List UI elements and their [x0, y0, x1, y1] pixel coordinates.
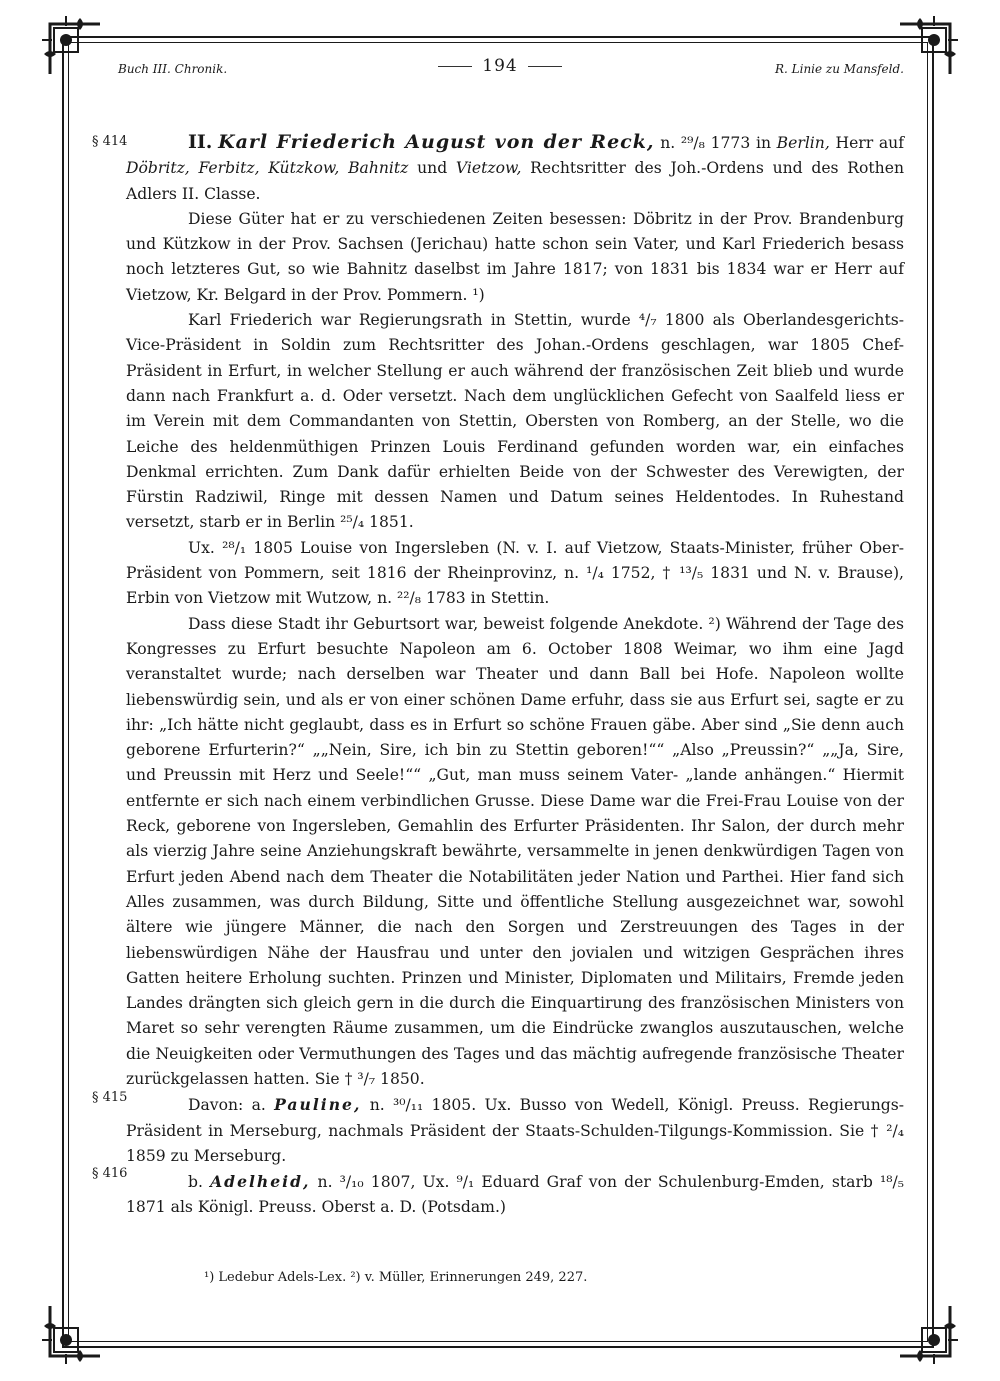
- paragraph-anekdote: Dass diese Stadt ihr Geburtsort war, beweist folgende Anekdote. ²) Während der Tage des Kongresses zu Erfurt besuchte Napoleon am 6. October 1808 Weimar, wo ihm eine Jagd veranstaltet wurde; nach derselben war Theater und dann Ball bei Hofe. Napoleon wollte liebenswürdig sein, und als er von einer schönen Dame erfuhr, dass sie aus Erfurt sei, sagte er zu ihr: „Ich hätte nicht geglaubt, dass es in Erfurt so schöne Frauen gäbe. Aber sind „Sie denn auch geborene Erfurterin?“ „„Nein, Sire, ich bin zu Stettin geboren!““ „Also „Preussin?“ „„Ja, Sire, und Preussin mit Herz und Seele!““ „Gut, man muss seinem Vater- „lande anhängen.“ Hiermit entfernte er sich nach einem verbindlichen Grusse. Diese Dame war die Frei-Frau Louise von der Reck, geborene von Ingersleben, Gemahlin des Erfurter Präsidenten. Ihr Salon, der durch mehr als vierzig Jahre seine Anziehungskraft bewährte, versammelte in jenen denkwürdigen Tagen von Erfurt jeden Abend nach dem Theater die Notabilitäten jeder Nation und Parthei. Hier fand sich Alles zusammen, was durch Bildung, Sitte und öffentliche Stellung ausgezeichnet war, sowohl ältere wie jüngere Männer, die nach den Sorgen und Zerstreuungen des Tages in der liebenswürdigen Nähe der Hausfrau und unter den jovialen und witzigen Gesprächen ihres Gatten heitere Erholung suchten. Prinzen und Minister, Diplomaten und Militairs, Fremde jeden Landes drängten sich gleich gern in die durch die Einquartirung des französischen Ministers von Maret so sehr verengten Räume zusammen, um die Eindrücke zwanglos auszutauschen, welche die Neuigkeiten oder Vermuthungen des Tages und das mächtig aufregende französische Theater zurückgelassen hatten. Sie † ³/₇ 1850.: [126, 614, 904, 1088]
- person-name: Adelheid,: [210, 1172, 311, 1192]
- paragraph-gueter: Diese Güter hat er zu verschiedenen Zeiten besessen: Döbritz in der Prov. Brandenburg und Kützkow in der Prov. Sachsen (Jerichau) hatte schon sein Vater, und Karl Friederich besass noch letzteres Gut, so wie Bahnitz daselbst im Jahre 1817; von 1831 bis 1834 war er Herr auf Vietzow, Kr. Belgard in der Prov. Pommern. ¹): [126, 209, 904, 304]
- corner-ornament-icon: [890, 1296, 960, 1366]
- running-head-left: Buch III. Chronik.: [118, 62, 228, 76]
- running-head-right: R. Linie zu Mansfeld.: [774, 62, 904, 76]
- entry-numeral: II.: [188, 131, 213, 153]
- main-text: [126, 130, 904, 1221]
- entry-416: b. Adelheid, n. ³/₁₀ 1807, Ux. ⁹/₁ Eduard Graf von der Schulenburg-Emden, starb ¹⁸/₅ 1871 als Königl. Preuss. Oberst a. D. (Potsdam.): [126, 1172, 904, 1217]
- entry-414: II. Karl Friederich August von der Reck, n. ²⁹/₈ 1773 in Berlin, Herr auf Döbritz, Ferbitz, Kützkow, Bahnitz und Vietzow, Rechtsritter des Joh.-Ordens und des Rothen Adlers II. Classe.: [126, 131, 904, 203]
- corner-ornament-icon: [40, 1296, 110, 1366]
- person-name: Karl Friederich August von der Reck,: [218, 131, 655, 153]
- entry-415: Davon: a. Pauline, n. ³⁰/₁₁ 1805. Ux. Busso von Wedell, Königl. Preuss. Regierungs-Präsident in Merseburg, nachmals Präsident der Staats-Schulden-Tilgungs-Kommission. Sie † ²/₄ 1859 zu Merseburg.: [126, 1095, 905, 1165]
- page-number: 194: [0, 56, 1000, 76]
- section-number: § 416: [92, 1166, 128, 1181]
- paragraph-karriere: Karl Friederich war Regierungsrath in Stettin, wurde ⁴/₇ 1800 als Oberlandesgerichts-Vice-Präsident in Soldin zum Rechtsritter des Johan.-Ordens geschlagen, war 1805 Chef-Präsident in Erfurt, in welcher Stellung er auch während der französischen Zeit blieb und wurde dann nach Frankfurt a. d. Oder versetzt. Nach dem unglücklichen Gefecht von Saalfeld liess er im Verein mit dem Commandanten von Stettin, Obersten von Romberg, an der Stelle, wo die Leiche des heldenmüthigen Prinzen Louis Ferdinand gefunden worden war, ein einfaches Denkmal errichten. Zum Dank dafür erhielten Beide von der Schwester des Verewigten, der Fürstin Radziwil, Ringe mit dessen Namen und Datum seines Heldentodes. In Ruhestand versetzt, starb er in Berlin ²⁵/₄ 1851.: [126, 311, 904, 532]
- section-number: § 414: [92, 134, 128, 149]
- section-number: § 415: [92, 1090, 128, 1105]
- paragraph-ux: Ux. ²⁸/₁ 1805 Louise von Ingersleben (N. v. I. auf Vietzow, Staats-Minister, früher Ober-Präsident von Pommern, seit 1816 der Rheinprovinz, n. ¹/₄ 1752, † ¹³/₅ 1831 und N. v. Brause), Erbin von Vietzow mit Wutzow, n. ²²/₈ 1783 in Stettin.: [126, 538, 904, 608]
- footnote: ¹) Ledebur Adels-Lex. ²) v. Müller, Erinnerungen 249, 227.: [204, 1270, 588, 1285]
- person-name: Pauline,: [274, 1095, 362, 1115]
